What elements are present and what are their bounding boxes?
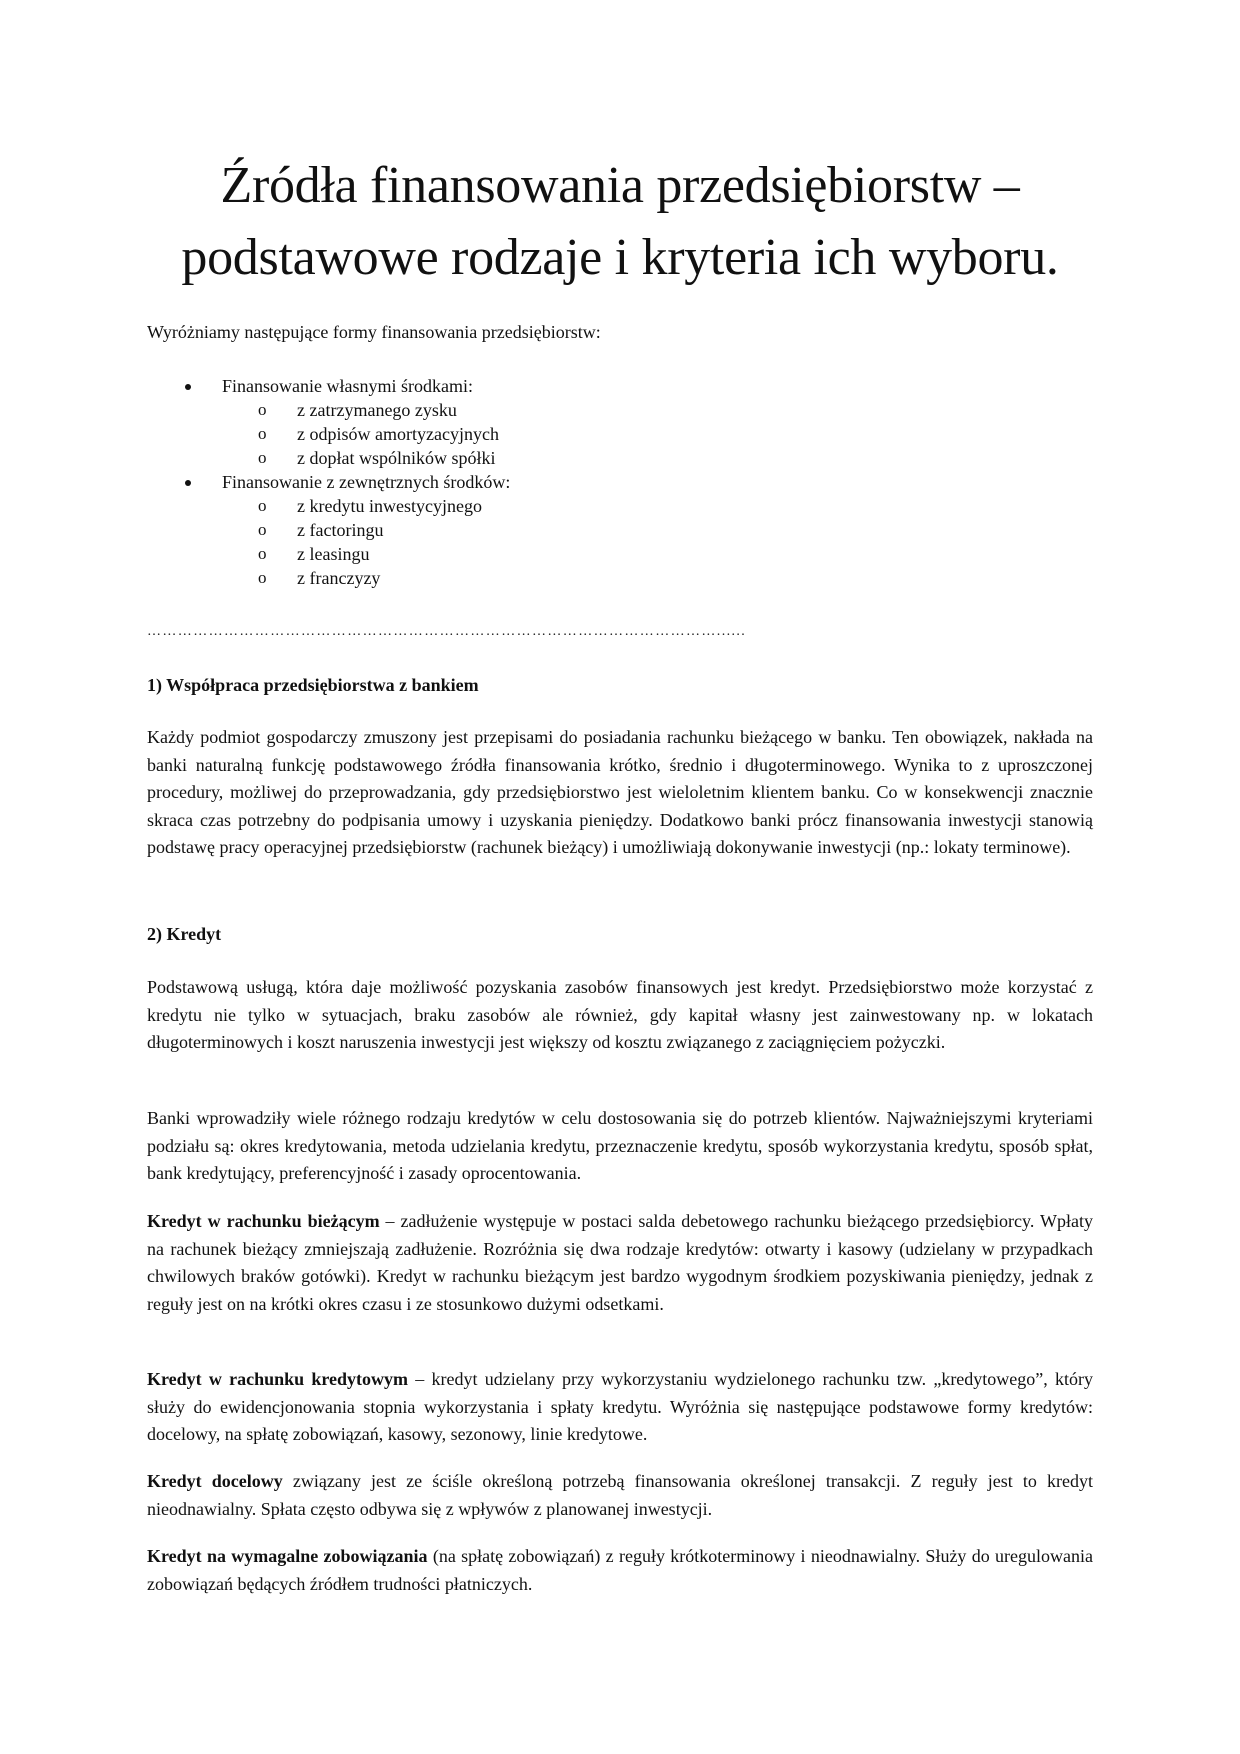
liabilities-credit-text: (na spłatę zobowiązań) z reguły krótkoterminowy i nieodnawialny. Służy do uregulowania zobowiązań będących źródłem trudności płatniczych. [147, 1546, 1093, 1594]
sublist-item-text: z zatrzymanego zysku [297, 400, 457, 420]
circle-bullet-icon: o [258, 568, 267, 587]
sublist-item [222, 422, 847, 446]
bullet-icon [185, 384, 191, 390]
term-liabilities-credit: Kredyt na wymagalne zobowiązania [147, 1546, 428, 1566]
sublist-item [222, 566, 847, 590]
page-title [120, 150, 1120, 294]
section-1-paragraph: Każdy podmiot gospodarczy zmuszony jest przepisami do posiadania rachunku bieżącego w banku. Ten obowiązek, nakłada na banki naturalną funkcję podstawowego źródła finansowania krótko, średnio i długoterminowego. Wynika to z uproszczonej procedury, możliwej do przeprowadzania, gdy przedsiębiorstwo jest wieloletnim klientem banku. Co w konsekwencji znacznie skraca czas potrzebny do podpisania umowy i uzyskania pieniędzy. Dodatkowo banki prócz finansowania inwestycji stanowią podstawę pracy operacyjnej przedsiębiorstw (rachunek bieżący) i umożliwiają dokonywanie inwestycji (np.: lokaty terminowe). [147, 727, 1093, 857]
sublist-item-text: z dopłat wspólników spółki [297, 448, 496, 468]
term-targeted-credit: Kredyt docelowy [147, 1471, 283, 1491]
circle-bullet-icon: o [258, 400, 267, 419]
section-1-heading: 1) Współpraca przedsiębiorstwa z bankiem [147, 675, 479, 695]
title-line-2: podstawowe rodzaje i kryteria ich wyboru. [181, 229, 1059, 286]
sublist-item [222, 446, 847, 470]
sublist-item-text: z franczyzy [297, 568, 381, 588]
circle-bullet-icon: o [258, 496, 267, 515]
section-2-heading: 2) Kredyt [147, 924, 222, 944]
list-item-label: Finansowanie własnymi środkami: [222, 376, 473, 396]
sublist-own-funds [222, 398, 847, 470]
list-item-label: Finansowanie z zewnętrznych środków: [222, 472, 511, 492]
circle-bullet-icon: o [258, 544, 267, 563]
circle-bullet-icon: o [258, 448, 267, 467]
financing-forms-list [147, 374, 847, 590]
sublist-item-text: z kredytu inwestycyjnego [297, 496, 482, 516]
list-item-own-funds [147, 374, 847, 470]
sublist-item [222, 398, 847, 422]
current-account-credit-paragraph [147, 1208, 1093, 1318]
sublist-item [222, 518, 847, 542]
term-current-account-credit: Kredyt w rachunku bieżącym [147, 1211, 380, 1231]
credit-account-paragraph [147, 1366, 1093, 1449]
sublist-item [222, 542, 847, 566]
sublist-item-text: z odpisów amortyzacyjnych [297, 424, 499, 444]
targeted-credit-paragraph [147, 1468, 1093, 1523]
sublist-item-text: z leasingu [297, 544, 370, 564]
sublist-external-funds [222, 494, 847, 590]
credit-account-text: – kredyt udzielany przy wykorzystaniu wydzielonego rachunku tzw. „kredytowego”, który służy do ewidencjonowania stopnia wykorzystania i spłaty kredytu. Wyróżnia się następujące podstawowe formy kredytów: docelowy, na spłatę zobowiązań, kasowy, sezonowy, linie kredytowe. [147, 1369, 1094, 1444]
bullet-icon [185, 480, 191, 486]
credit-paragraph-2: Banki wprowadziły wiele różnego rodzaju kredytów w celu dostosowania się do potrzeb klientów. Najważniejszymi kryteriami podziału są: okres kredytowania, metoda udzielania kredytu, przeznaczenie kredytu, sposób wykorzystania kredytu, sposób spłat, bank kredytujący, preferencyjność i zasady oprocentowania. [147, 1108, 1093, 1183]
liabilities-credit-paragraph [147, 1543, 1093, 1598]
term-credit-account: Kredyt w rachunku kredytowym [147, 1369, 409, 1389]
sublist-item [222, 494, 847, 518]
credit-paragraph-1: Podstawową usługą, która daje możliwość pozyskania zasobów finansowych jest kredyt. Przedsiębiorstwo może korzystać z kredytu nie tylko w sytuacjach, braku zasobów ale również, gdy kapitał własny jest zainwestowany np. w lokatach długoterminowych i koszt naruszenia inwestycji jest większy od kosztu związanego z zaciągnięciem pożyczki. [147, 977, 1093, 1052]
list-item-external-funds [147, 470, 847, 590]
circle-bullet-icon: o [258, 520, 267, 539]
circle-bullet-icon: o [258, 424, 267, 443]
intro-text: Wyróżniamy następujące formy finansowania przedsiębiorstw: [147, 322, 601, 342]
targeted-credit-text: związany jest ze ściśle określoną potrzebą finansowania określonej transakcji. Z reguły jest to kredyt nieodnawialny. Spłata często odbywa się z wpływów z planowanej inwestycji. [147, 1471, 1093, 1519]
sublist-item-text: z factoringu [297, 520, 384, 540]
dotted-separator: …………………………………………………………………………………………………...... [147, 624, 747, 639]
title-line-1: Źródła finansowania przedsiębiorstw – [220, 157, 1020, 214]
current-account-credit-text: – zadłużenie występuje w postaci salda debetowego rachunku bieżącego przedsiębiorcy. Wpłaty na rachunek bieżący zmniejszają zadłużenie. Rozróżnia się dwa rodzaje kredytów: otwarty i kasowy (udzielany w przypadkach chwilowych braków gotówki). Kredyt w rachunku bieżącym jest bardzo wygodnym środkiem pozyskiwania pieniędzy, jednak z reguły jest on na krótki okres czasu i ze stosunkowo dużymi odsetkami. [147, 1211, 1093, 1314]
